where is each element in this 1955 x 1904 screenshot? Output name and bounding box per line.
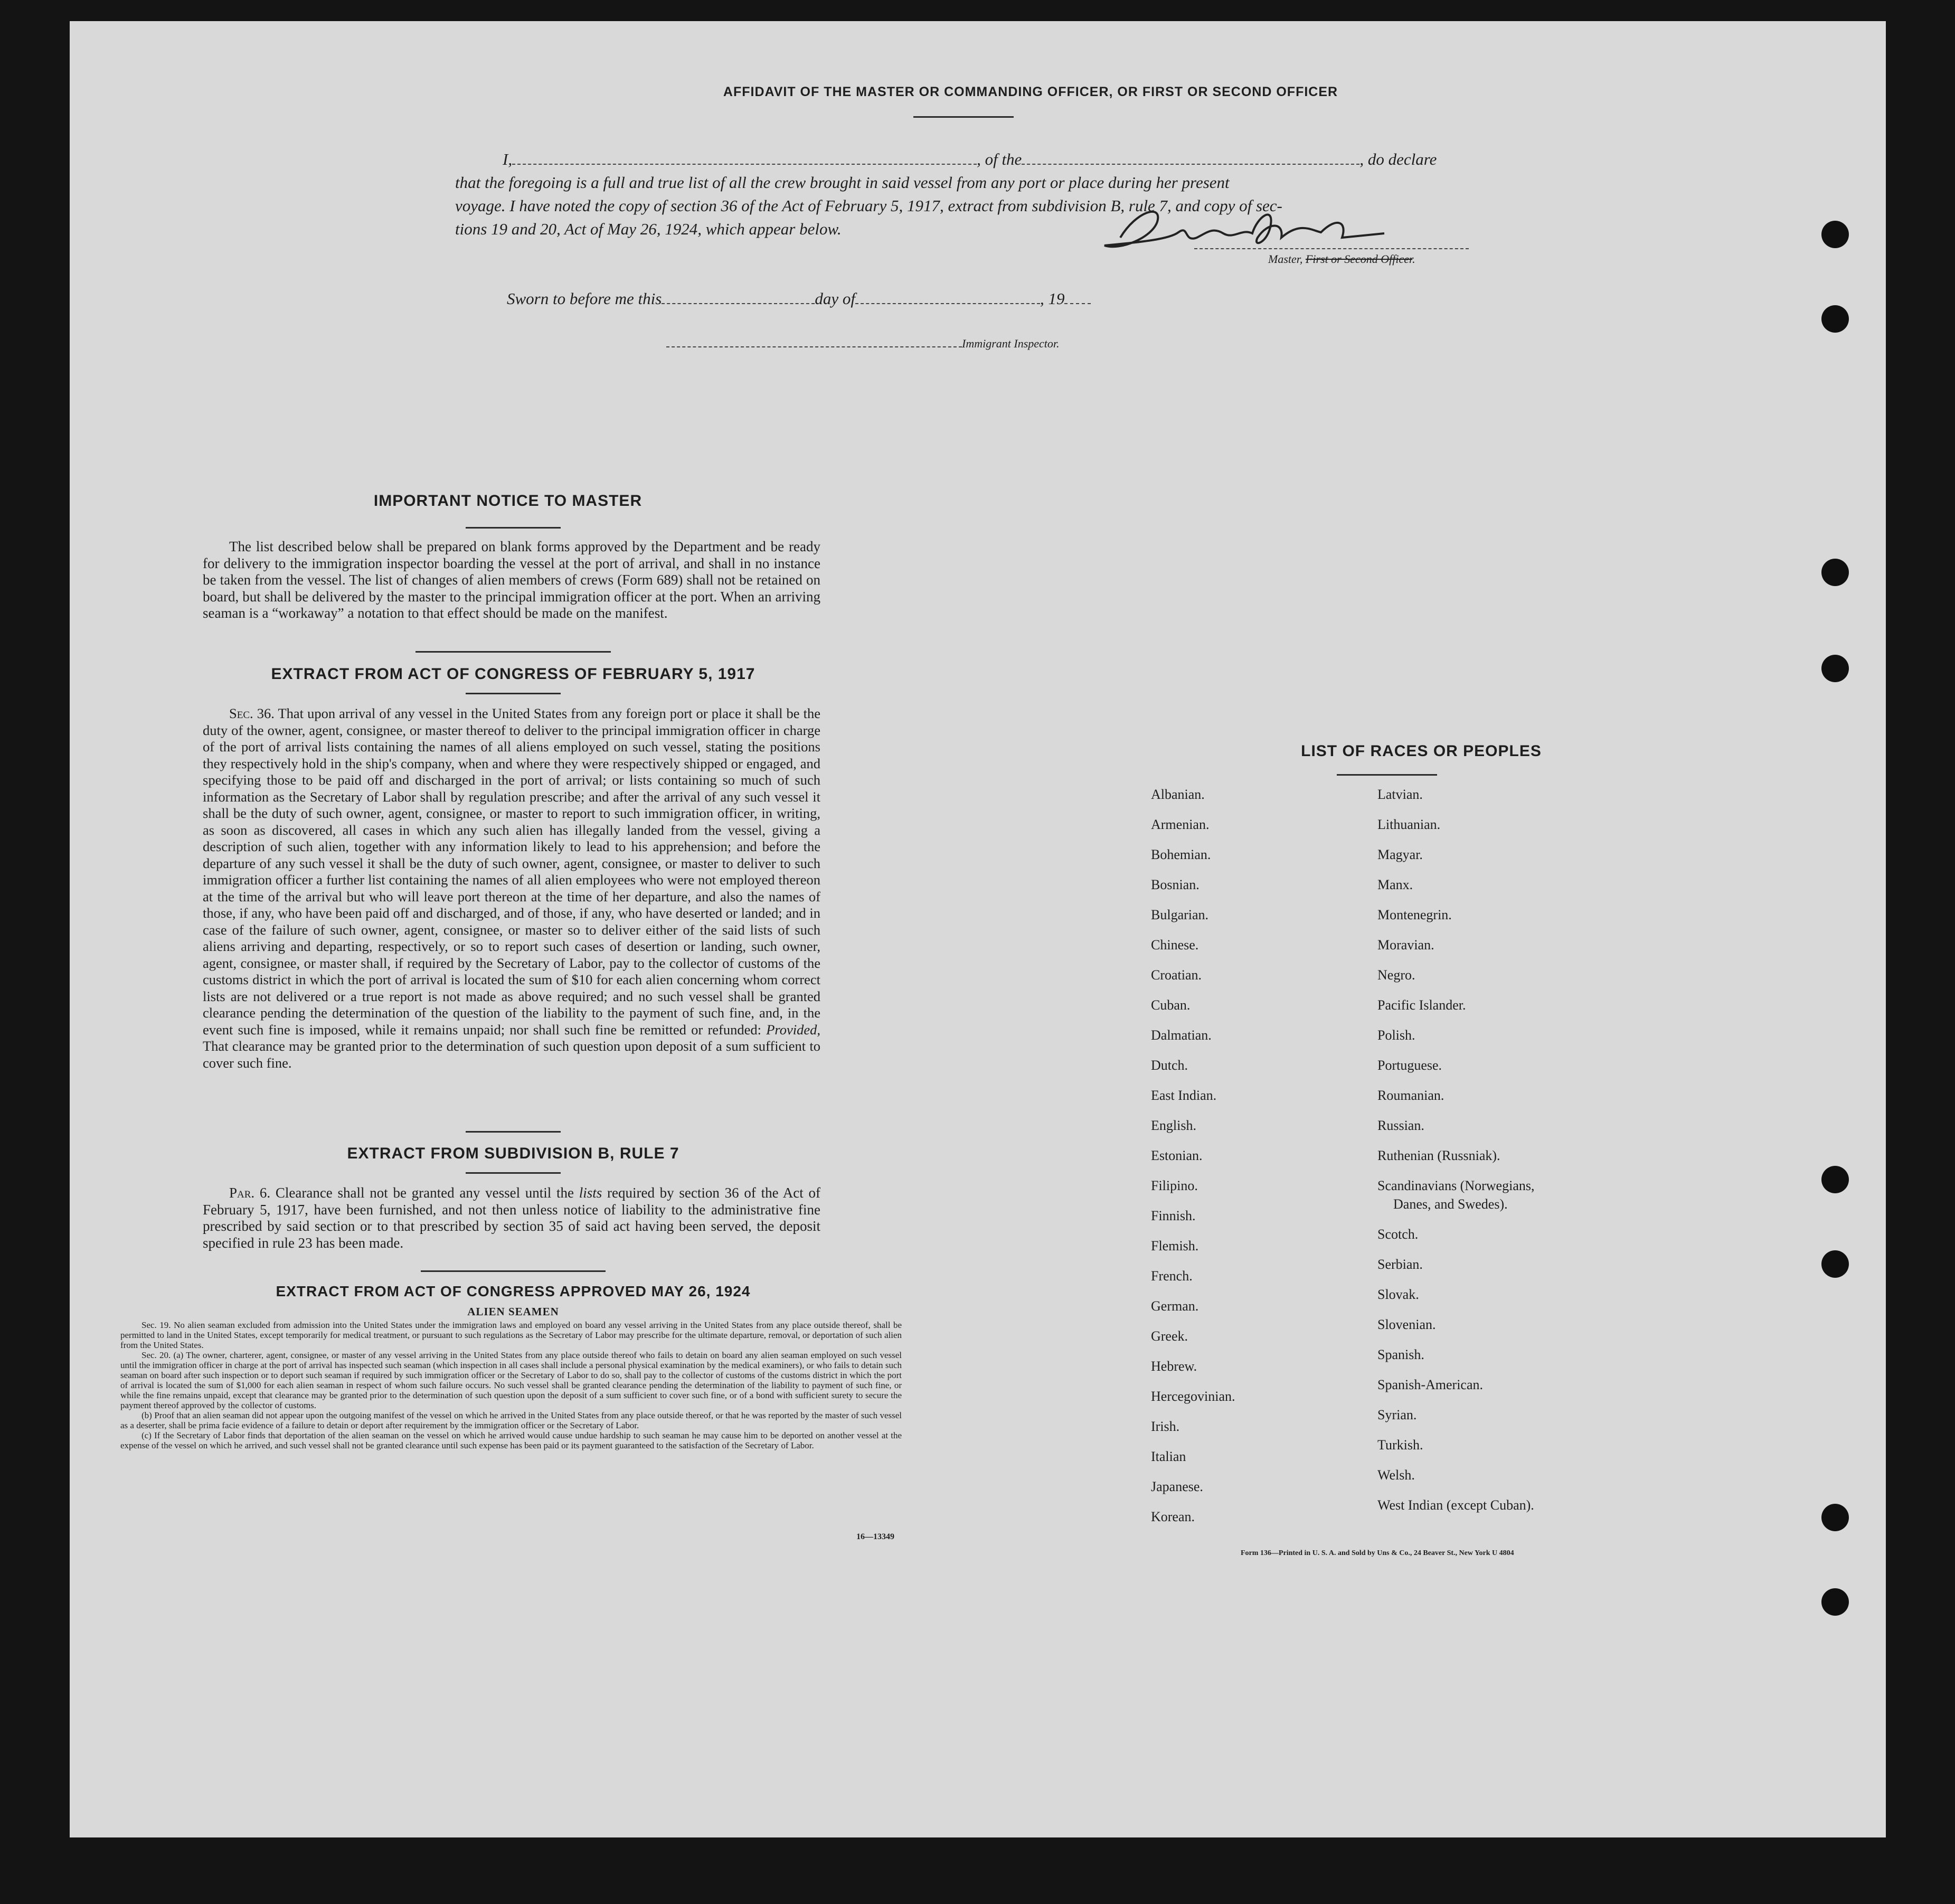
alien-seamen-subtitle: ALIEN SEAMEN: [467, 1305, 559, 1318]
race-item: Armenian.: [1151, 817, 1210, 832]
text-of-the: , of the: [977, 150, 1022, 168]
binder-hole: [1821, 305, 1849, 333]
race-item: Spanish-American.: [1377, 1377, 1484, 1392]
month-blank: [855, 303, 1040, 304]
divider: [466, 1172, 561, 1174]
race-item: Bulgarian.: [1151, 907, 1209, 922]
race-item: Portuguese.: [1377, 1058, 1442, 1073]
text-i: I,: [503, 150, 513, 168]
form-code: 16—13349: [856, 1532, 894, 1541]
affidavit-line3: voyage. I have noted the copy of section 36 of the Act of February 5, 1917, extract from subdivision B, rule 7, and copy of sec-: [455, 196, 1282, 215]
master-label-end: .: [1412, 252, 1415, 266]
race-item: Lithuanian.: [1377, 817, 1441, 832]
divider: [913, 116, 1014, 118]
rule-7-body: [203, 1185, 820, 1251]
race-item: Moravian.: [1377, 937, 1434, 953]
binder-hole: [1821, 1166, 1849, 1193]
race-item: Magyar.: [1377, 847, 1423, 862]
provided-text: Provided,: [766, 1021, 820, 1038]
sec-19-text: Sec. 19. No alien seaman excluded from admission into the United States under the immigration laws and employed on board any vessel arriving in the United States from any place outside thereof, shall be permitted to land in the United States, except temporarily for medical treatment, or pursuant to such regulations as the Secretary of Labor may prescribe for the ultimate departure, removal, or deportation of such alien from the United States.: [120, 1320, 902, 1350]
vessel-blank: [1022, 164, 1359, 165]
race-item: Slovak.: [1377, 1287, 1419, 1302]
binder-hole: [1821, 1504, 1849, 1531]
affidavit-line2: that the foregoing is a full and true list of all the crew brought in said vessel from any port or place during her present: [455, 173, 1230, 192]
race-item: Serbian.: [1377, 1257, 1423, 1272]
master-signature-line: [1194, 248, 1469, 249]
sec-20b-text: (b) Proof that an alien seaman did not appear upon the outgoing manifest of the vessel on which he arrived in the United States from any place outside thereof, or that he was reported by the master of such vessel as a deserter, shall be prima facie evidence of a failure to detain or deport after requirement by the immigration officer or the Secretary of Labor.: [120, 1410, 902, 1430]
race-item: Hercegovinian.: [1151, 1389, 1235, 1404]
sec-20a-text: Sec. 20. (a) The owner, charterer, agent, consignee, or master of any vessel arriving in the United States from any place outside thereof who fails to detain on board any alien seaman employed on such vessel until the immigration officer in charge at the port of arrival has inspected such seaman (which inspection in all cases shall include a personal physical examination by the medical examiners), or who fails to detain such seaman on board after such inspection or to deport such seaman if required by such immigration officer or the Secretary of Labor to do so, shall pay to the collector of customs of the customs district in which the port of arrival is located the sum of $1,000 for each alien seaman in respect of whom such failure occurs. No such vessel shall be granted clearance pending the determination of the liability to payment of such fine, or while the fine remains unpaid, except that clearance may be granted prior to the determination of such question upon the deposit of a sum sufficient to cover such fine, or of a bond with sufficient surety to secure the payment thereof approved by the collector of customs.: [120, 1350, 902, 1410]
sec-36-text: That upon arrival of any vessel in the United States from any foreign port or place it shall be the duty of the owner, agent, consignee, or master thereof to deliver to the principal immigration officer in charge of the port of arrival lists containing the names of all aliens employed on such vessel, stating the positions they respectively hold in the ship's company, when and where they were respectively shipped or engaged, and specifying those to be paid off and discharged in the port of arrival; or lists containing so much of such information as the Secretary of Labor shall by regulation prescribe; and after the arrival of any such vessel it shall be the duty of such owner, agent, consignee, or master to report to such immigration officer, in writing, as soon as discovered, all cases in which any such alien has illegally landed from the vessel, giving a description of such alien, together with any information likely to lead to his apprehension; and before the departure of any such vessel it shall be the duty of such owner, agent, consignee, or master to deliver to such immigration officer a further list containing the names of all alien employees who were not employed thereon at the time of the arrival but who will leave port thereon at the time of her departure, and also the names of those, if any, who have been paid off and discharged, and of those, if any, who have deserted or landed; and in case of the failure of such owner, agent, consignee, or master so to deliver either of the said lists of such aliens arriving and departing, respectively, or so to report such cases of desertion or landing, such owner, agent, consignee, or master shall, if required by the Secretary of Labor, pay to the collector of customs of the customs district in which the port of arrival is located the sum of $10 for each alien concerning whom correct lists are not delivered or a true report is not made as above required; and no such vessel shall be granted clearance pending the determination of the question of the liability to the payment of such fine, and, in the event such fine is imposed, while it remains unpaid; nor shall such fine be remitted or refunded:: [203, 705, 820, 1038]
race-item: Welsh.: [1377, 1467, 1415, 1483]
divider: [466, 1131, 561, 1133]
divider: [415, 651, 611, 653]
race-item: Hebrew.: [1151, 1359, 1197, 1374]
act-1924-title: EXTRACT FROM ACT OF CONGRESS APPROVED MAY 26, 1924: [276, 1283, 751, 1299]
text-do-declare: , do declare: [1359, 150, 1437, 168]
race-item: West Indian (except Cuban).: [1377, 1497, 1534, 1513]
races-title: LIST OF RACES OR PEOPLES: [1301, 742, 1542, 760]
struck-officer-text: First or Second Officer: [1305, 252, 1413, 266]
master-signature: [1099, 201, 1500, 259]
act-1917-title: EXTRACT FROM ACT OF CONGRESS OF FEBRUARY 5, 1917: [271, 665, 755, 683]
race-item: Scotch.: [1377, 1227, 1419, 1242]
divider: [421, 1270, 606, 1272]
affidavit-line4: tions 19 and 20, Act of May 26, 1924, which appear below.: [455, 220, 842, 238]
inspector-line: [666, 337, 1060, 351]
race-item: East Indian.: [1151, 1088, 1217, 1103]
par-6-label: Par. 6.: [229, 1185, 271, 1201]
act-1924-body: [120, 1320, 902, 1450]
notice-title: IMPORTANT NOTICE TO MASTER: [373, 492, 643, 510]
race-item: Bosnian.: [1151, 877, 1200, 892]
race-item: Turkish.: [1377, 1437, 1423, 1453]
race-item: Polish.: [1377, 1028, 1415, 1043]
binder-hole: [1821, 559, 1849, 586]
race-item: Pacific Islander.: [1377, 997, 1466, 1013]
inspector-blank: [666, 346, 962, 347]
race-item: Roumanian.: [1377, 1088, 1444, 1103]
race-item: Danes, and Swedes).: [1393, 1196, 1508, 1212]
race-item: English.: [1151, 1118, 1196, 1133]
binder-hole: [1821, 1250, 1849, 1278]
name-blank: [512, 164, 977, 165]
binder-hole: [1821, 655, 1849, 682]
year-prefix: , 19: [1040, 289, 1065, 308]
race-item: Dutch.: [1151, 1058, 1188, 1073]
race-item: Finnish.: [1151, 1208, 1196, 1223]
race-item: German.: [1151, 1298, 1199, 1314]
race-item: Bohemian.: [1151, 847, 1211, 862]
sworn-line: [507, 289, 1091, 308]
races-right-column: [1377, 779, 1534, 1520]
sec-36-text-end: That clearance may be granted prior to the determination of such question upon deposit of a sum sufficient to cover such fine.: [203, 1038, 820, 1071]
divider: [1337, 774, 1437, 776]
binder-hole: [1821, 1588, 1849, 1616]
race-item: Manx.: [1377, 877, 1413, 892]
race-item: Estonian.: [1151, 1148, 1203, 1163]
race-item: Scandinavians (Norwegians,: [1377, 1178, 1535, 1193]
lists-text: lists: [579, 1185, 602, 1201]
day-of-text: day of: [815, 289, 855, 308]
year-blank: [1064, 303, 1091, 304]
form-sheet: [70, 21, 1886, 1837]
master-label-text: Master,: [1268, 252, 1306, 266]
race-item: Croatian.: [1151, 967, 1202, 983]
race-item: Dalmatian.: [1151, 1028, 1212, 1043]
affidavit-title: AFFIDAVIT OF THE MASTER OR COMMANDING OFFICER, OR FIRST OR SECOND OFFICER: [723, 84, 1338, 99]
par-6-text: Clearance shall not be granted any vessel until the: [275, 1185, 579, 1201]
notice-body: The list described below shall be prepared on blank forms approved by the Department and be ready for delivery to the immigration inspector boarding the vessel at the port of arrival, and shall in no instance be taken from the vessel. The list of changes of alien members of crews (Form 689) shall not be retained on board, but shall be delivered by the master to the principal immigration officer at the port. When an arriving seaman is a “workaway” a notation to that effect should be made on the manifest.: [203, 539, 820, 621]
divider: [466, 693, 561, 694]
race-item: Negro.: [1377, 967, 1415, 983]
sec-36-label: Sec. 36.: [229, 705, 275, 721]
race-item: Slovenian.: [1377, 1317, 1436, 1332]
race-item: Syrian.: [1377, 1407, 1417, 1422]
sworn-text: Sworn to before me this: [507, 289, 662, 308]
act-1917-body: [203, 705, 820, 1071]
printer-footer: Form 136—Printed in U. S. A. and Sold by Uns & Co., 24 Beaver St., New York U 4804: [1241, 1549, 1514, 1557]
binder-hole: [1821, 221, 1849, 248]
race-item: French.: [1151, 1268, 1193, 1284]
affidavit-declaration-line: [455, 148, 1537, 171]
race-item: Latvian.: [1377, 787, 1423, 802]
race-item: Spanish.: [1377, 1347, 1424, 1362]
race-item: Italian: [1151, 1449, 1186, 1464]
day-blank: [662, 303, 815, 304]
race-item: Russian.: [1377, 1118, 1424, 1133]
rule-7-title: EXTRACT FROM SUBDIVISION B, RULE 7: [347, 1145, 679, 1162]
race-item: Albanian.: [1151, 787, 1205, 802]
race-item: Ruthenian (Russniak).: [1377, 1148, 1500, 1163]
race-item: Korean.: [1151, 1509, 1195, 1524]
race-item: Irish.: [1151, 1419, 1180, 1434]
race-item: Filipino.: [1151, 1178, 1198, 1193]
sec-20c-text: (c) If the Secretary of Labor finds that deportation of the alien seaman on the vessel on which he arrived would cause undue hardship to such seaman he may cause him to be deported on another vessel at the expense of the vessel on which he arrived, and such vessel shall not be granted clearance until such expense has been paid or its payment guaranteed to the satisfaction of the Secretary of Labor.: [120, 1430, 902, 1450]
race-item: Cuban.: [1151, 997, 1191, 1013]
race-item: Chinese.: [1151, 937, 1199, 953]
race-item: Greek.: [1151, 1328, 1188, 1344]
inspector-label: Immigrant Inspector.: [962, 337, 1060, 350]
race-item: Montenegrin.: [1377, 907, 1452, 922]
divider: [466, 527, 561, 529]
race-item: Japanese.: [1151, 1479, 1203, 1494]
race-item: Flemish.: [1151, 1238, 1199, 1253]
master-label: [1268, 252, 1415, 266]
races-left-column: [1151, 779, 1235, 1532]
par-6-text-end: required by section 36 of the Act of February 5, 1917, have been furnished, and not then unless notice of liability to the administrative fine prescribed by said section or to that prescribed by section 35 of said act having been served, the deposit specified in rule 23 has been made.: [203, 1185, 820, 1251]
